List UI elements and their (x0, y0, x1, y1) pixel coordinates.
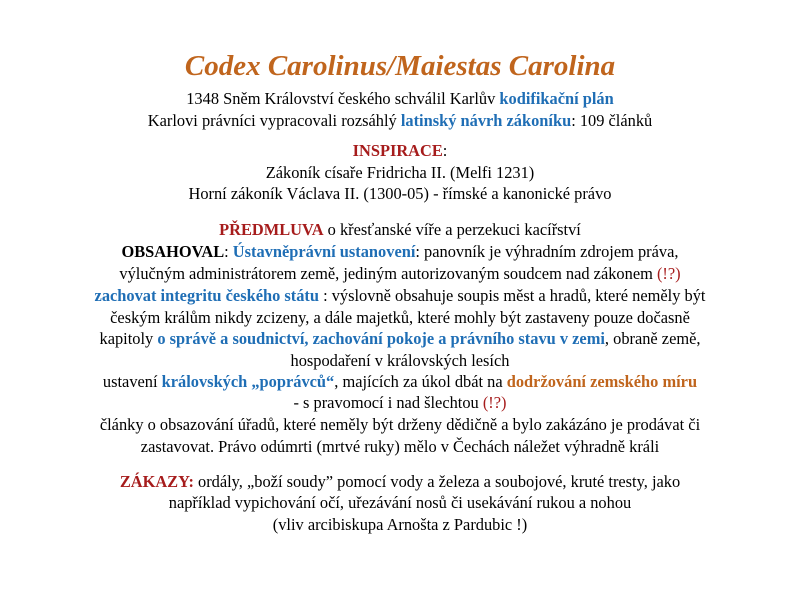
slide-title: Codex Carolinus/Maiestas Carolina (184, 50, 616, 82)
inspirace-colon: : (442, 141, 448, 160)
term-integrita-statu: zachovat integritu českého státu (94, 286, 319, 305)
obsahoval-text: , obraně země, (604, 329, 701, 348)
inspirace-heading: INSPIRACE (352, 141, 443, 160)
obsahoval-text: : panovník je výhradním zdrojem práva, (415, 242, 679, 261)
obsahoval-line-7 (0, 371, 800, 393)
intro-text: 1348 Sněm Království českého schválil Karlův (186, 89, 500, 108)
question-mark-note: (!?) (656, 264, 681, 283)
obsahoval-line-9: články o obsazování úřadů, které neměly být drženy dědičně a bylo zakázáno je prodávat či (99, 415, 701, 434)
zakazy-line-3: (vliv arcibiskupa Arnošta z Pardubic !) (272, 515, 528, 534)
obsahoval-line-6: hospodaření v královských lesích (290, 351, 510, 370)
obsahoval-heading: OBSAHOVAL (121, 242, 225, 261)
intro-line-1 (0, 88, 800, 110)
zakazy-text: ordály, „boží soudy” pomocí vody a železa a soubojové, kruté tresty, jako (193, 472, 681, 491)
term-popravci: královských „poprávců“ (161, 372, 335, 391)
zakazy-heading: ZÁKAZY: (119, 472, 194, 491)
obsahoval-colon: : (224, 242, 233, 261)
zakazy-line-2: například vypichování očí, uřezávání nosů či usekávání rukou a nohou (168, 493, 632, 512)
term-zemsky-mir: dodržování zemského míru (506, 372, 698, 391)
predmluva-line (0, 219, 800, 241)
intro-line-2 (0, 110, 800, 132)
obsahoval-line-10: zastavovat. Právo odúmrti (mrtvé ruky) mělo v Čechách náležet výhradně králi (140, 437, 660, 456)
obsahoval-text: , majících za úkol dbát na (334, 372, 507, 391)
obsahoval-line-4: českým králům nikdy zcizeny, a dále majetků, které mohly být zastaveny pouze dočasně (110, 308, 690, 327)
obsahoval-text: - s pravomocí i nad šlechtou (293, 393, 483, 412)
obsahoval-line-5 (0, 328, 800, 350)
obsahoval-text: : výslovně obsahuje soupis měst a hradů, které neměly být (318, 286, 706, 305)
intro-term-kodifikacni-plan: kodifikační plán (499, 89, 614, 108)
term-ustavnepravni: Ústavněprávní ustanovení (232, 242, 416, 261)
obsahoval-line-2 (0, 263, 800, 285)
obsahoval-text: ustavení (102, 372, 162, 391)
intro-text: Karlovi právníci vypracovali rozsáhlý (147, 111, 401, 130)
obsahoval-line-8 (0, 392, 800, 414)
question-mark-note: (!?) (482, 393, 507, 412)
inspirace-line-2: Horní zákoník Václava II. (1300-05) - římské a kanonické právo (188, 184, 612, 203)
inspirace-line-1: Zákoník císaře Fridricha II. (Melfi 1231) (265, 163, 535, 182)
predmluva-text: o křesťanské víře a perzekuci kacířství (323, 220, 581, 239)
obsahoval-line-1 (0, 241, 800, 263)
term-sprava-soudnictvi: o správě a soudnictví, zachování pokoje a právního stavu v zemi (157, 329, 605, 348)
zakazy-line-1 (0, 471, 800, 493)
obsahoval-text: výlučným administrátorem země, jediným autorizovaným soudcem nad zákonem (119, 264, 657, 283)
intro-text: : 109 článků (571, 111, 653, 130)
obsahoval-text: kapitoly (99, 329, 158, 348)
predmluva-heading: PŘEDMLUVA (219, 220, 324, 239)
intro-term-latinsky-navrh: latinský návrh zákoníku (400, 111, 572, 130)
inspirace-heading-line (0, 140, 800, 162)
obsahoval-line-3 (0, 285, 800, 307)
